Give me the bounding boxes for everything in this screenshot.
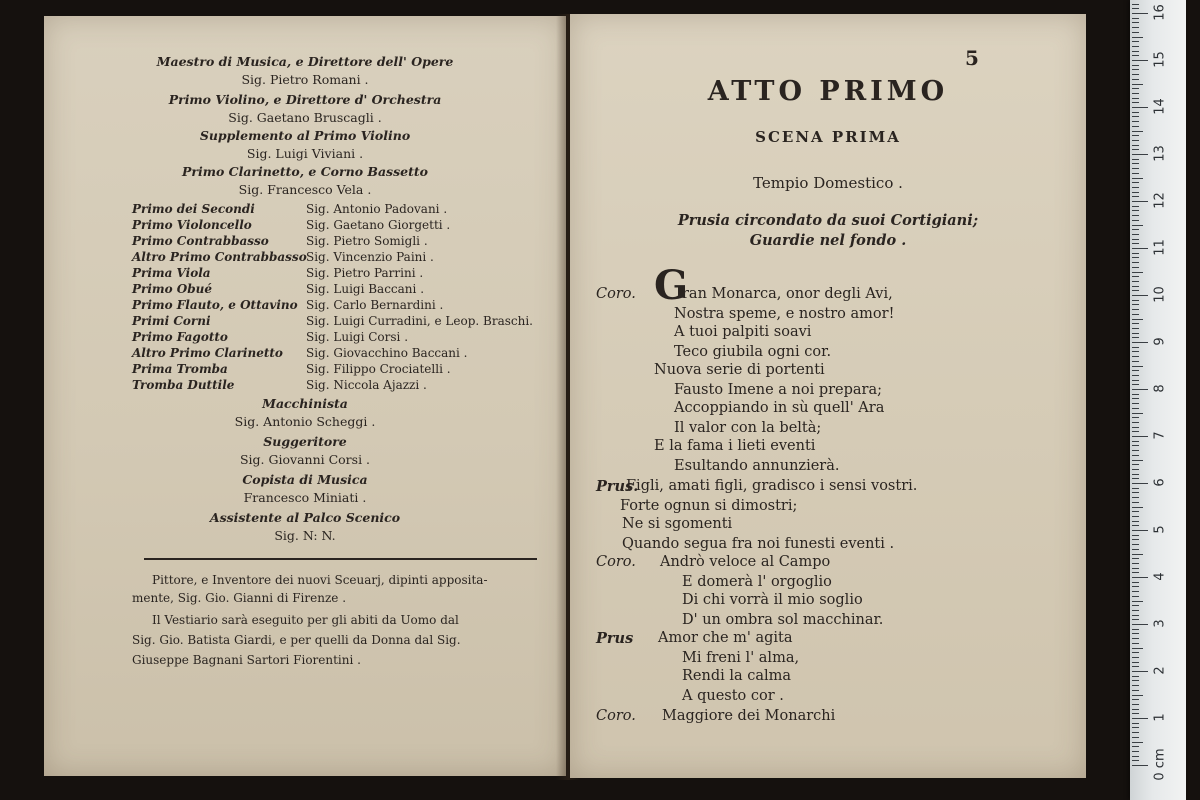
ruler-tick — [1132, 445, 1139, 446]
ruler-tick — [1132, 732, 1139, 733]
ruler-tick — [1132, 22, 1139, 23]
ruler-number: 2 — [1152, 666, 1168, 675]
ruler-number: 0 cm — [1152, 748, 1168, 781]
ruler-tick — [1132, 342, 1148, 343]
ruler-tick — [1132, 145, 1139, 146]
speaker-label: Coro. — [596, 708, 636, 724]
ruler-tick — [1132, 149, 1139, 150]
ruler-tick — [1132, 633, 1139, 634]
roster-name: Sig. Luigi Corsi . — [306, 330, 409, 344]
ruler-tick — [1132, 492, 1139, 493]
staff-role: Suggeritore — [263, 434, 347, 449]
ruler-tick — [1132, 521, 1139, 522]
ruler-tick — [1132, 558, 1139, 559]
ruler-tick — [1132, 502, 1139, 503]
ruler-tick — [1132, 375, 1139, 376]
ruler-tick — [1132, 427, 1139, 428]
roster-role: Primo Contrabbasso — [132, 234, 269, 248]
ruler-tick — [1132, 436, 1148, 437]
ruler-tick — [1132, 596, 1139, 597]
roster-name: Sig. Niccola Ajazzi . — [306, 378, 427, 392]
ruler-tick — [1132, 135, 1139, 136]
ruler-number: 8 — [1152, 384, 1168, 393]
ruler-tick — [1132, 290, 1139, 291]
ruler-tick — [1132, 413, 1143, 414]
ruler-tick — [1132, 140, 1139, 141]
ruler-tick — [1132, 544, 1139, 545]
ruler-tick — [1132, 582, 1139, 583]
roster-name: Sig. Giovacchino Baccani . — [306, 346, 468, 360]
verse-line: Accoppiando in sù quell' Ara — [674, 400, 885, 416]
ruler-tick — [1132, 234, 1139, 235]
credit-role: Maestro di Musica, e Direttore dell' Opere — [156, 54, 454, 69]
ruler-tick — [1132, 323, 1139, 324]
ruler-number: 12 — [1152, 192, 1168, 209]
ruler-tick — [1132, 624, 1148, 625]
roster-name: Sig. Antonio Padovani . — [306, 202, 448, 216]
ruler-tick — [1132, 225, 1143, 226]
verse-line: Figli, amati figli, gradisco i sensi vostri. — [626, 478, 918, 494]
speaker-label: Coro. — [596, 286, 636, 302]
ruler-number: 10 — [1152, 286, 1168, 303]
roster-role: Prima Tromba — [132, 362, 228, 376]
roster-name: Sig. Pietro Somigli . — [306, 234, 428, 248]
ruler-tick — [1132, 168, 1139, 169]
verse-line: Esultando annunzierà. — [674, 458, 840, 474]
ruler-tick — [1132, 760, 1139, 761]
verse-line: Maggiore dei Monarchi — [662, 708, 836, 724]
verse-line: D' un ombra sol macchinar. — [682, 612, 884, 628]
ruler-tick — [1132, 262, 1139, 263]
roster-name: Sig. Vincenzio Paini . — [306, 250, 434, 264]
ruler-tick — [1132, 756, 1139, 757]
scene-setting: Tempio Domestico . — [753, 174, 903, 192]
ruler-number: 4 — [1152, 572, 1168, 581]
credit-name: Sig. Pietro Romani . — [241, 72, 369, 87]
verse-line: E domerà l' orgoglio — [682, 574, 832, 590]
ruler-tick — [1132, 530, 1148, 531]
verse-line: Rendi la calma — [682, 668, 792, 684]
roster-name: Sig. Gaetano Giorgetti . — [306, 218, 451, 232]
ruler-tick — [1132, 666, 1139, 667]
ruler-tick — [1132, 361, 1139, 362]
verse-line: A questo cor . — [682, 688, 784, 704]
ruler-tick — [1132, 450, 1139, 451]
ruler-tick — [1132, 65, 1139, 66]
ruler-tick — [1132, 765, 1148, 766]
staff-role: Macchinista — [262, 396, 348, 411]
ruler-tick — [1132, 366, 1143, 367]
ruler-number: 1 — [1152, 713, 1168, 722]
verse-line: Nuova serie di portenti — [654, 362, 825, 378]
ruler-tick — [1132, 55, 1139, 56]
roster-role: Primi Corni — [132, 314, 211, 328]
ruler-tick — [1132, 112, 1139, 113]
ruler-tick — [1132, 178, 1143, 179]
ruler-tick — [1132, 676, 1139, 677]
ruler-tick — [1132, 615, 1139, 616]
ruler-tick — [1132, 370, 1139, 371]
note-line: Sig. Gio. Batista Giardi, e per quelli da Donna dal Sig. — [132, 633, 461, 647]
verse-line: Andrò veloce al Campo — [660, 554, 831, 570]
speaker-label: Prus — [596, 630, 634, 647]
roster-name: Sig. Luigi Curradini, e Leop. Braschi. — [306, 314, 533, 328]
ruler-tick — [1132, 18, 1139, 19]
roster-role: Primo dei Secondi — [132, 202, 255, 216]
ruler-tick — [1132, 187, 1139, 188]
ruler-tick — [1132, 568, 1139, 569]
ruler-tick — [1132, 431, 1139, 432]
ruler-number: 6 — [1152, 478, 1168, 487]
stage-direction: Prusia circondato da suoi Cortigiani; — [677, 212, 979, 229]
ruler-tick — [1132, 257, 1139, 258]
ruler-tick — [1132, 455, 1139, 456]
ruler-tick — [1132, 723, 1139, 724]
speaker-label: Coro. — [596, 554, 636, 570]
roster-role: Prima Viola — [132, 266, 211, 280]
ruler-tick — [1132, 253, 1139, 254]
credit-name: Sig. Luigi Viviani . — [246, 146, 364, 161]
drop-cap: G — [654, 262, 689, 309]
ruler-tick — [1132, 751, 1139, 752]
ruler-tick — [1132, 572, 1139, 573]
ruler-number: 15 — [1152, 51, 1168, 68]
ruler-number: 14 — [1152, 98, 1168, 115]
roster-role: Altro Primo Clarinetto — [132, 346, 283, 360]
ruler-tick — [1132, 173, 1139, 174]
roster-role: Primo Flauto, e Ottavino — [132, 298, 298, 312]
verse-line: Quando segua fra noi funesti eventi . — [622, 536, 895, 552]
ruler-tick — [1132, 539, 1139, 540]
ruler-tick — [1132, 116, 1139, 117]
act-title: ATTO PRIMO — [707, 76, 949, 107]
ruler-tick — [1132, 638, 1139, 639]
note-line: mente, Sig. Gio. Gianni di Firenze . — [132, 591, 347, 605]
ruler-tick — [1132, 657, 1139, 658]
ruler-tick — [1132, 713, 1139, 714]
roster-role: Tromba Duttile — [132, 378, 235, 392]
ruler-tick — [1132, 74, 1139, 75]
ruler-tick — [1132, 41, 1139, 42]
ruler-tick — [1132, 695, 1143, 696]
verse-line: Il valor con la beltà; — [674, 420, 822, 436]
scene-title: SCENA PRIMA — [755, 128, 901, 146]
ruler-tick — [1132, 102, 1139, 103]
verse-line: Nostra speme, e nostro amor! — [674, 306, 895, 322]
ruler-tick — [1132, 718, 1148, 719]
ruler-tick — [1132, 304, 1139, 305]
ruler-tick — [1132, 704, 1139, 705]
ruler-tick — [1132, 300, 1139, 301]
ruler-tick — [1132, 727, 1139, 728]
ruler-tick — [1132, 591, 1139, 592]
ruler-tick — [1132, 380, 1139, 381]
verse-line: Teco giubila ogni cor. — [674, 344, 832, 360]
ruler-tick — [1132, 351, 1139, 352]
ruler-tick — [1132, 319, 1143, 320]
ruler-tick — [1132, 126, 1139, 127]
ruler-tick — [1132, 699, 1139, 700]
ruler-tick — [1132, 483, 1148, 484]
credit-name: Sig. Francesco Vela . — [238, 182, 372, 197]
right-page — [570, 14, 1086, 778]
ruler-tick — [1132, 229, 1139, 230]
ruler-tick — [1132, 356, 1139, 357]
ruler-number: 7 — [1152, 431, 1168, 440]
ruler-tick — [1132, 314, 1139, 315]
ruler-tick — [1132, 629, 1139, 630]
ruler-tick — [1132, 577, 1148, 578]
ruler-tick — [1132, 333, 1139, 334]
ruler-number: 3 — [1152, 619, 1168, 628]
ruler-tick — [1132, 267, 1139, 268]
verse-line: Di chi vorrà il mio soglio — [682, 592, 863, 608]
ruler-tick — [1132, 276, 1139, 277]
ruler-tick — [1132, 163, 1139, 164]
ruler-tick — [1132, 417, 1139, 418]
ruler-tick — [1132, 196, 1139, 197]
ruler-tick — [1132, 422, 1139, 423]
roster-name: Sig. Carlo Bernardini . — [306, 298, 444, 312]
ruler-number: 16 — [1152, 4, 1168, 21]
ruler-tick — [1132, 98, 1139, 99]
ruler-tick — [1132, 460, 1143, 461]
ruler-tick — [1132, 27, 1139, 28]
ruler-tick — [1132, 8, 1139, 9]
roster-name: Sig. Filippo Crociatelli . — [306, 362, 451, 376]
ruler-tick — [1132, 206, 1139, 207]
ruler-tick — [1132, 243, 1139, 244]
ruler-tick — [1132, 643, 1139, 644]
note-line: Pittore, e Inventore dei nuovi Sceuarj, dipinti apposita- — [152, 573, 488, 587]
ruler-tick — [1132, 286, 1139, 287]
ruler-tick — [1132, 619, 1139, 620]
speaker-label: Prus. — [596, 478, 639, 495]
ruler-tick — [1132, 671, 1148, 672]
ruler-tick — [1132, 680, 1139, 681]
credit-role: Primo Clarinetto, e Corno Bassetto — [182, 164, 428, 179]
ruler-tick — [1132, 516, 1139, 517]
ruler-tick — [1132, 248, 1148, 249]
ruler-tick — [1132, 281, 1139, 282]
ruler-tick — [1132, 554, 1143, 555]
ruler-tick — [1132, 648, 1143, 649]
stage-direction: Guardie nel fondo . — [749, 232, 907, 249]
credit-name: Sig. Gaetano Bruscagli . — [228, 110, 382, 125]
ruler-tick — [1132, 79, 1139, 80]
ruler-tick — [1132, 441, 1139, 442]
ruler-tick — [1132, 690, 1139, 691]
staff-role: Assistente al Palco Scenico — [209, 510, 401, 525]
ruler-tick — [1132, 182, 1139, 183]
ruler-tick — [1132, 525, 1139, 526]
ruler-tick — [1132, 488, 1139, 489]
verse-line: Ne si sgomenti — [622, 516, 733, 532]
ruler-tick — [1132, 32, 1139, 33]
left-page — [44, 16, 566, 776]
note-line: Il Vestiario sarà eseguito per gli abiti da Uomo dal — [152, 613, 459, 627]
ruler-tick — [1132, 192, 1139, 193]
roster-role: Altro Primo Contrabbasso — [132, 250, 307, 264]
verse-line: A tuoi palpiti soavi — [674, 324, 812, 340]
staff-name: Francesco Miniati . — [243, 490, 367, 505]
ruler-tick — [1132, 737, 1139, 738]
ruler-tick — [1132, 742, 1143, 743]
verse-line: Mi freni l' alma, — [682, 650, 800, 666]
roster-role: Primo Obué — [132, 282, 212, 296]
ruler-tick — [1132, 535, 1139, 536]
ruler-tick — [1132, 4, 1139, 5]
ruler-tick — [1132, 84, 1143, 85]
ruler-tick — [1132, 13, 1148, 14]
ruler-tick — [1132, 709, 1139, 710]
verse-line: Fausto Imene a noi prepara; — [674, 382, 883, 398]
staff-name: Sig. Antonio Scheggi . — [234, 414, 376, 429]
staff-role: Copista di Musica — [242, 472, 368, 487]
ruler-tick — [1132, 69, 1139, 70]
ruler-tick — [1132, 295, 1148, 296]
ruler-tick — [1132, 474, 1139, 475]
verse-line: ran Monarca, onor degli Avi, — [682, 286, 893, 302]
ruler-number: 11 — [1152, 239, 1168, 256]
ruler-tick — [1132, 662, 1139, 663]
ruler-tick — [1132, 37, 1143, 38]
ruler-tick — [1132, 507, 1143, 508]
ruler-tick — [1132, 347, 1139, 348]
ruler-tick — [1132, 93, 1139, 94]
ruler-tick — [1132, 46, 1139, 47]
ruler-tick — [1132, 464, 1139, 465]
ruler-tick — [1132, 469, 1139, 470]
ruler-tick — [1132, 601, 1143, 602]
ruler-tick — [1132, 746, 1139, 747]
ruler-tick — [1132, 389, 1148, 390]
ruler-tick — [1132, 403, 1139, 404]
ruler-tick — [1132, 272, 1143, 273]
divider-rule — [144, 558, 537, 560]
ruler-tick — [1132, 159, 1139, 160]
ruler-number: 9 — [1152, 337, 1168, 346]
ruler-tick — [1132, 309, 1139, 310]
staff-name: Sig. Giovanni Corsi . — [239, 452, 371, 467]
ruler-tick — [1132, 586, 1139, 587]
roster-role: Primo Violoncello — [132, 218, 252, 232]
ruler-tick — [1132, 121, 1139, 122]
ruler-number: 13 — [1152, 145, 1168, 162]
ruler-tick — [1132, 478, 1139, 479]
ruler-tick — [1132, 88, 1139, 89]
ruler-tick — [1132, 220, 1139, 221]
roster-role: Primo Fagotto — [132, 330, 228, 344]
ruler-tick — [1132, 685, 1139, 686]
ruler-tick — [1132, 652, 1139, 653]
ruler-tick — [1132, 60, 1148, 61]
ruler-tick — [1132, 131, 1143, 132]
ruler-tick — [1132, 337, 1139, 338]
ruler-tick — [1132, 605, 1139, 606]
ruler-tick — [1132, 215, 1139, 216]
ruler-tick — [1132, 610, 1139, 611]
ruler-number: 5 — [1152, 525, 1168, 534]
ruler-tick — [1132, 398, 1139, 399]
ruler-tick — [1132, 394, 1139, 395]
ruler-tick — [1132, 563, 1139, 564]
roster-name: Sig. Luigi Baccani . — [306, 282, 425, 296]
ruler-tick — [1132, 210, 1139, 211]
ruler-tick — [1132, 384, 1139, 385]
ruler-tick — [1132, 239, 1139, 240]
ruler-tick — [1132, 511, 1139, 512]
ruler-tick — [1132, 328, 1139, 329]
ruler-tick — [1132, 549, 1139, 550]
ruler-tick — [1132, 497, 1139, 498]
measuring-ruler — [1130, 0, 1186, 800]
verse-line: E la fama i lieti eventi — [654, 438, 816, 454]
page-number: 5 — [965, 46, 979, 70]
staff-name: Sig. N: N. — [274, 528, 336, 543]
ruler-tick — [1132, 51, 1139, 52]
ruler-tick — [1132, 408, 1139, 409]
verse-line: Forte ognun si dimostri; — [620, 498, 798, 514]
verse-line: Amor che m' agita — [658, 630, 793, 646]
ruler-tick — [1132, 154, 1148, 155]
roster-name: Sig. Pietro Parrini . — [306, 266, 424, 280]
ruler-tick — [1132, 107, 1148, 108]
credit-role: Supplemento al Primo Violino — [199, 128, 411, 143]
note-line: Giuseppe Bagnani Sartori Fiorentini . — [132, 653, 361, 667]
credit-role: Primo Violino, e Direttore d' Orchestra — [168, 92, 442, 107]
ruler-tick — [1132, 201, 1148, 202]
